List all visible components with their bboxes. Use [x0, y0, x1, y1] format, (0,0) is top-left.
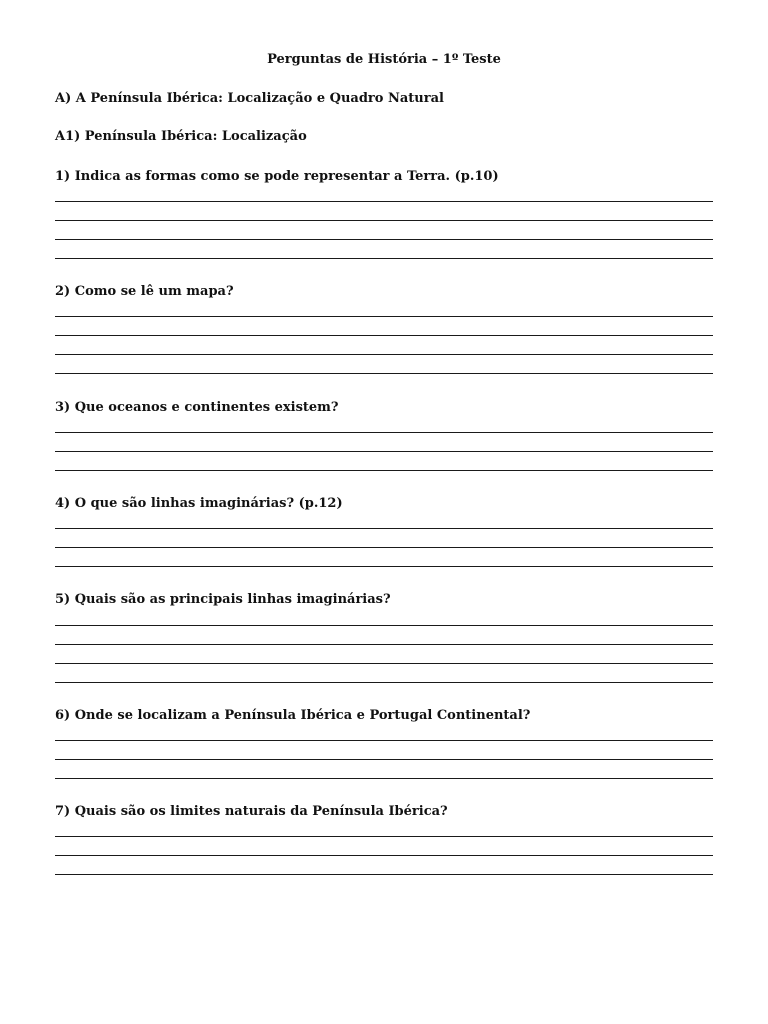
answer-lines-6[interactable]	[55, 740, 713, 779]
answer-line[interactable]	[55, 220, 713, 221]
answer-line[interactable]	[55, 644, 713, 645]
answer-lines-2[interactable]	[55, 316, 713, 374]
answer-lines-4[interactable]	[55, 528, 713, 567]
question-6: 6) Onde se localizam a Península Ibérica e Portugal Continental?	[55, 708, 531, 723]
question-3: 3) Que oceanos e continentes existem?	[55, 400, 339, 415]
answer-line[interactable]	[55, 335, 713, 336]
answer-line[interactable]	[55, 201, 713, 202]
answer-line[interactable]	[55, 354, 713, 355]
answer-line[interactable]	[55, 663, 713, 664]
question-1: 1) Indica as formas como se pode representar a Terra. (p.10)	[55, 169, 499, 184]
answer-line[interactable]	[55, 836, 713, 837]
answer-line[interactable]	[55, 451, 713, 452]
answer-line[interactable]	[55, 759, 713, 760]
answer-line[interactable]	[55, 778, 713, 779]
question-5: 5) Quais são as principais linhas imaginárias?	[55, 592, 391, 607]
question-2: 2) Como se lê um mapa?	[55, 284, 234, 299]
answer-line[interactable]	[55, 874, 713, 875]
answer-lines-7[interactable]	[55, 836, 713, 875]
answer-line[interactable]	[55, 258, 713, 259]
answer-line[interactable]	[55, 239, 713, 240]
answer-lines-3[interactable]	[55, 432, 713, 471]
answer-line[interactable]	[55, 470, 713, 471]
answer-line[interactable]	[55, 625, 713, 626]
answer-line[interactable]	[55, 432, 713, 433]
page-title: Perguntas de História – 1º Teste	[267, 52, 501, 67]
answer-lines-1[interactable]	[55, 201, 713, 259]
section-heading-a: A) A Península Ibérica: Localização e Quadro Natural	[55, 91, 444, 106]
answer-line[interactable]	[55, 682, 713, 683]
answer-line[interactable]	[55, 316, 713, 317]
answer-line[interactable]	[55, 566, 713, 567]
answer-line[interactable]	[55, 855, 713, 856]
question-4: 4) O que são linhas imaginárias? (p.12)	[55, 496, 343, 511]
answer-line[interactable]	[55, 547, 713, 548]
answer-lines-5[interactable]	[55, 625, 713, 683]
section-heading-a1: A1) Península Ibérica: Localização	[55, 129, 307, 144]
answer-line[interactable]	[55, 373, 713, 374]
question-7: 7) Quais são os limites naturais da Península Ibérica?	[55, 804, 448, 819]
answer-line[interactable]	[55, 740, 713, 741]
answer-line[interactable]	[55, 528, 713, 529]
